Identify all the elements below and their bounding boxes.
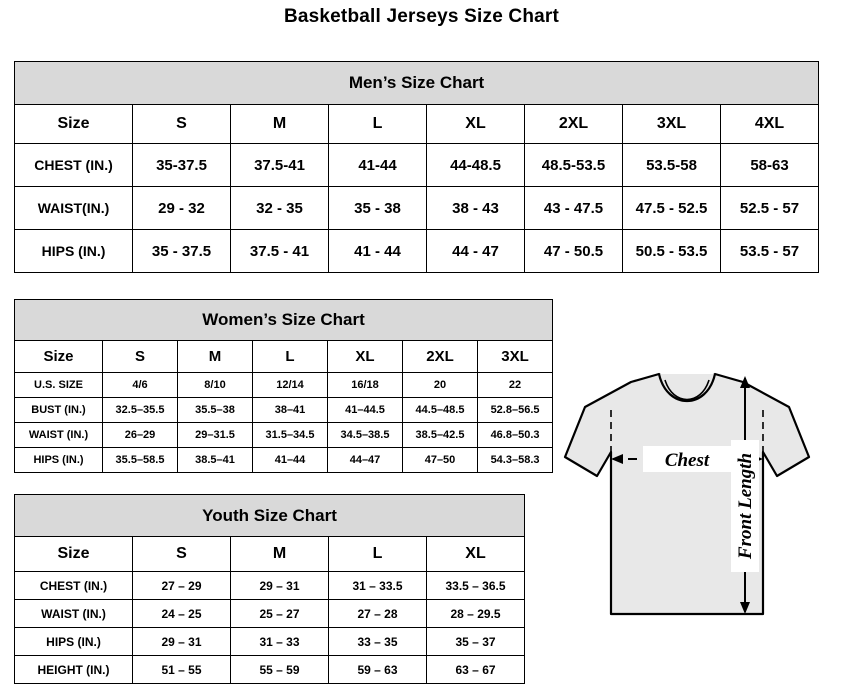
page-title: Basketball Jerseys Size Chart — [283, 6, 560, 27]
womens-chart-title-row — [15, 300, 553, 341]
youth-chest-m: 29 – 31 — [231, 572, 329, 600]
youth-col-header-s: S — [133, 537, 231, 572]
table-row — [15, 628, 525, 656]
womens-row-label-bust: BUST (IN.) — [15, 398, 103, 423]
mens-hips-4xl: 53.5 - 57 — [721, 230, 819, 273]
youth-waist-xl: 28 – 29.5 — [427, 600, 525, 628]
mens-waist-4xl: 52.5 - 57 — [721, 187, 819, 230]
womens-us-size-l: 12/14 — [253, 373, 328, 398]
womens-us-size-xl: 16/18 — [328, 373, 403, 398]
womens-col-header-m: M — [178, 341, 253, 373]
mens-col-header-xl: XL — [427, 105, 525, 144]
womens-bust-xl: 41–44.5 — [328, 398, 403, 423]
mens-col-header-l: L — [329, 105, 427, 144]
mens-chest-2xl: 48.5-53.5 — [525, 144, 623, 187]
youth-col-header-l: L — [329, 537, 427, 572]
womens-us-size-m: 8/10 — [178, 373, 253, 398]
youth-height-s: 51 – 55 — [133, 656, 231, 684]
jersey-measurement-diagram — [545, 352, 835, 672]
womens-col-header-size: Size — [15, 341, 103, 373]
youth-height-l: 59 – 63 — [329, 656, 427, 684]
mens-chest-l: 41-44 — [329, 144, 427, 187]
mens-waist-l: 35 - 38 — [329, 187, 427, 230]
womens-waist-3xl: 46.8–50.3 — [478, 423, 553, 448]
mens-waist-m: 32 - 35 — [231, 187, 329, 230]
womens-bust-3xl: 52.8–56.5 — [478, 398, 553, 423]
mens-col-header-m: M — [231, 105, 329, 144]
mens-hips-xl: 44 - 47 — [427, 230, 525, 273]
youth-chest-xl: 33.5 – 36.5 — [427, 572, 525, 600]
front-length-label: Front Length — [735, 452, 756, 560]
mens-hips-3xl: 50.5 - 53.5 — [623, 230, 721, 273]
womens-col-header-xl: XL — [328, 341, 403, 373]
mens-col-header-s: S — [133, 105, 231, 144]
mens-chart-title-row — [15, 62, 819, 105]
womens-col-header-2xl: 2XL — [403, 341, 478, 373]
mens-waist-s: 29 - 32 — [133, 187, 231, 230]
table-row — [15, 230, 819, 273]
mens-chest-4xl: 58-63 — [721, 144, 819, 187]
mens-hips-m: 37.5 - 41 — [231, 230, 329, 273]
youth-row-label-hips: HIPS (IN.) — [15, 628, 133, 656]
womens-row-label-waist: WAIST (IN.) — [15, 423, 103, 448]
table-row — [15, 373, 553, 398]
youth-chest-s: 27 – 29 — [133, 572, 231, 600]
mens-chest-xl: 44-48.5 — [427, 144, 525, 187]
mens-chest-s: 35-37.5 — [133, 144, 231, 187]
womens-col-header-3xl: 3XL — [478, 341, 553, 373]
womens-us-size-s: 4/6 — [103, 373, 178, 398]
womens-col-header-s: S — [103, 341, 178, 373]
youth-hips-s: 29 – 31 — [133, 628, 231, 656]
youth-hips-l: 33 – 35 — [329, 628, 427, 656]
youth-col-header-size: Size — [15, 537, 133, 572]
womens-size-chart-table — [14, 299, 553, 473]
youth-waist-l: 27 – 28 — [329, 600, 427, 628]
youth-height-m: 55 – 59 — [231, 656, 329, 684]
table-row — [15, 398, 553, 423]
womens-bust-l: 38–41 — [253, 398, 328, 423]
womens-chart-title: Women’s Size Chart — [15, 300, 553, 341]
mens-col-header-4xl: 4XL — [721, 105, 819, 144]
youth-chart-title-row — [15, 495, 525, 537]
table-row — [15, 448, 553, 473]
womens-waist-2xl: 38.5–42.5 — [403, 423, 478, 448]
table-row — [15, 572, 525, 600]
mens-chest-3xl: 53.5-58 — [623, 144, 721, 187]
mens-waist-xl: 38 - 43 — [427, 187, 525, 230]
table-row — [15, 423, 553, 448]
youth-col-header-m: M — [231, 537, 329, 572]
youth-hips-xl: 35 – 37 — [427, 628, 525, 656]
mens-chest-m: 37.5-41 — [231, 144, 329, 187]
mens-col-header-3xl: 3XL — [623, 105, 721, 144]
shirt-outline-icon — [565, 374, 809, 614]
mens-col-header-2xl: 2XL — [525, 105, 623, 144]
mens-hips-2xl: 47 - 50.5 — [525, 230, 623, 273]
youth-chart-header-row — [15, 537, 525, 572]
womens-bust-m: 35.5–38 — [178, 398, 253, 423]
youth-waist-m: 25 – 27 — [231, 600, 329, 628]
womens-waist-xl: 34.5–38.5 — [328, 423, 403, 448]
youth-col-header-xl: XL — [427, 537, 525, 572]
mens-row-label-waist: WAIST(IN.) — [15, 187, 133, 230]
womens-chart-header-row — [15, 341, 553, 373]
womens-bust-s: 32.5–35.5 — [103, 398, 178, 423]
youth-row-label-chest: CHEST (IN.) — [15, 572, 133, 600]
table-row — [15, 600, 525, 628]
womens-hips-xl: 44–47 — [328, 448, 403, 473]
youth-size-chart-table — [14, 494, 525, 684]
youth-waist-s: 24 – 25 — [133, 600, 231, 628]
womens-hips-m: 38.5–41 — [178, 448, 253, 473]
youth-hips-m: 31 – 33 — [231, 628, 329, 656]
mens-chart-title: Men’s Size Chart — [15, 62, 819, 105]
table-row — [15, 656, 525, 684]
youth-height-xl: 63 – 67 — [427, 656, 525, 684]
mens-row-label-hips: HIPS (IN.) — [15, 230, 133, 273]
womens-row-label-hips: HIPS (IN.) — [15, 448, 103, 473]
mens-col-header-size: Size — [15, 105, 133, 144]
womens-waist-l: 31.5–34.5 — [253, 423, 328, 448]
youth-chart-title: Youth Size Chart — [15, 495, 525, 537]
chest-label: Chest — [664, 450, 710, 471]
youth-row-label-height: HEIGHT (IN.) — [15, 656, 133, 684]
table-row — [15, 187, 819, 230]
youth-row-label-waist: WAIST (IN.) — [15, 600, 133, 628]
womens-row-label-us-size: U.S. SIZE — [15, 373, 103, 398]
womens-bust-2xl: 44.5–48.5 — [403, 398, 478, 423]
table-row — [15, 144, 819, 187]
mens-row-label-chest: CHEST (IN.) — [15, 144, 133, 187]
womens-hips-s: 35.5–58.5 — [103, 448, 178, 473]
womens-us-size-3xl: 22 — [478, 373, 553, 398]
mens-hips-s: 35 - 37.5 — [133, 230, 231, 273]
mens-waist-3xl: 47.5 - 52.5 — [623, 187, 721, 230]
mens-hips-l: 41 - 44 — [329, 230, 427, 273]
womens-hips-3xl: 54.3–58.3 — [478, 448, 553, 473]
mens-waist-2xl: 43 - 47.5 — [525, 187, 623, 230]
womens-hips-2xl: 47–50 — [403, 448, 478, 473]
youth-chest-l: 31 – 33.5 — [329, 572, 427, 600]
mens-chart-header-row — [15, 105, 819, 144]
mens-size-chart-table — [14, 61, 819, 273]
womens-us-size-2xl: 20 — [403, 373, 478, 398]
womens-waist-m: 29–31.5 — [178, 423, 253, 448]
womens-waist-s: 26–29 — [103, 423, 178, 448]
womens-col-header-l: L — [253, 341, 328, 373]
womens-hips-l: 41–44 — [253, 448, 328, 473]
